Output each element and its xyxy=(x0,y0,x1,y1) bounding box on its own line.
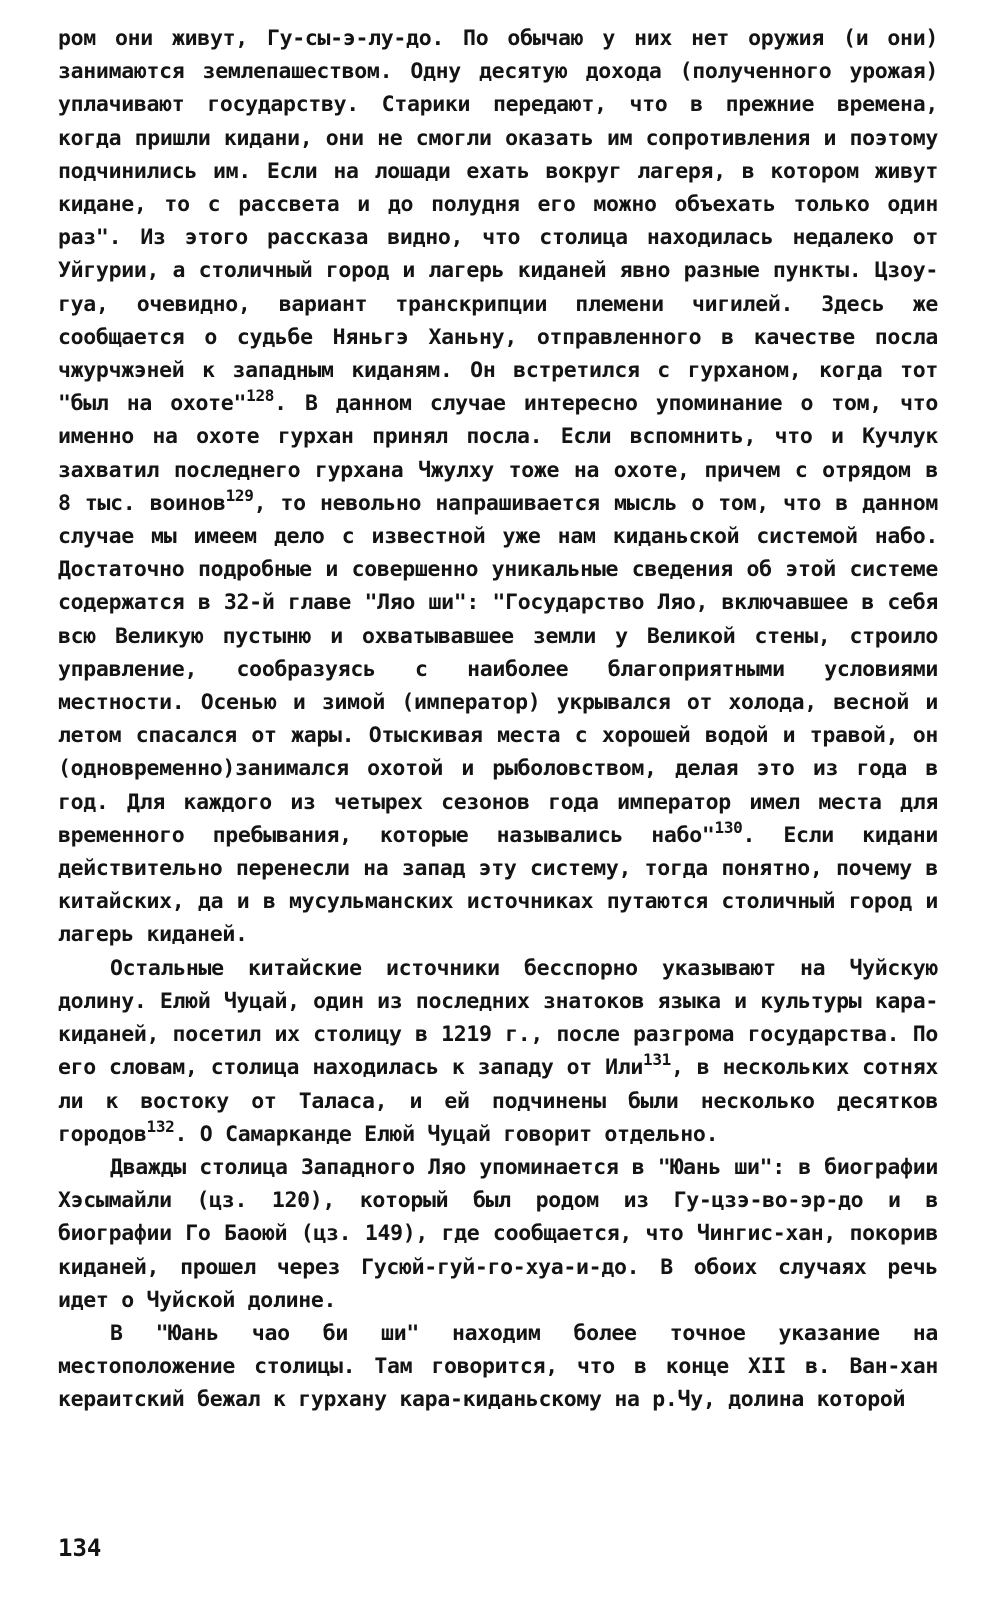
text-run: ром они живут, Гу-сы-э-лу-до. По обычаю у них нет оружия (и они) занимаются землепашеством. Одну десятую дохода (полученного урожая) уплачивают государству. Старики передают, что в прежние времена, когда пришли кидани, они не смогли оказать им сопротивления и поэтому подчинились им. Если на лошади ехать вокруг лагеря, в котором живут кидане, то с рассвета и до полудня его можно объехать только один раз". Из этого рассказа видно, что столица находилась недалеко от Уйгурии, а столичный город и лагерь киданей явно разные пункты. Цзоу-гуа, очевидно, вариант транскрипции племени чигилей. Здесь же сообщается о судьбе Няньгэ Ханьну, отправленного в качестве посла чжурчжэней к западным киданям. Он встретился с гурханом, когда тот "был на охоте" xyxy=(58,26,938,417)
text-run: . Если кидани действительно перенесли на запад эту систему, тогда понятно, почему в китайских, да и в мусульманских источниках путаются столичный город и лагерь киданей. xyxy=(58,822,939,948)
paragraph-4 xyxy=(58,1317,938,1417)
footnote-ref: 128 xyxy=(246,386,275,406)
text-run: Остальные китайские источники бесспорно указывают на Чуйскую долину. Елюй Чуцай, один из последних знатоков языка и культуры кара-киданей, посетил их столицу в 1219 г., после разгрома государства. По его словам, столица находилась к западу от Или xyxy=(58,955,938,1081)
page-number: 134 xyxy=(58,1534,102,1562)
body-text xyxy=(58,22,938,1417)
footnote-ref: 130 xyxy=(714,817,743,837)
text-run: , то невольно напрашивается мысль о том, что в данном случае мы имеем дело с известной уже нам киданьской системой набо. Достаточно подробные и совершенно уникальные сведения об этой системе содержатся в 32-й главе "Ляо ши": "Государство Ляо, включавшее в себя всю Великую пустыню и охватывавшее земли у Великой стены, строило управление, сообразуясь с наиболее благоприятными условиями местности. Осенью и зимой (император) укрывался от холода, весной и летом спасался от жары. Отыскивая места с хорошей водой и травой, он (одновременно)занимался охотой и рыболовством, делая это из года в год. Для каждого из четырех сезонов года император имел места для временного пребывания, которые назывались набо" xyxy=(58,490,939,848)
paragraph-1 xyxy=(58,22,938,952)
footnote-ref: 132 xyxy=(146,1116,175,1136)
text-run: В "Юань чао би ши" находим более точное указание на местоположение столицы. Там говорится, что в конце XII в. Ван-хан кераитский бежал к гурхану кара-киданьскому на р.Чу, долина которой xyxy=(58,1320,938,1413)
paragraph-2 xyxy=(58,952,938,1151)
text-run: Дважды столица Западного Ляо упоминается в "Юань ши": в биографии Хэсымайли (цз. 120), который был родом из Гу-цзэ-во-эр-до и в биографии Го Баоюй (цз. 149), где сообщается, что Чингис-хан, покорив киданей, прошел через Гусюй-гуй-го-хуа-и-до. В обоих случаях речь идет о Чуйской долине. xyxy=(58,1154,938,1313)
footnote-ref: 129 xyxy=(225,485,254,505)
text-run: . В данном случае интересно упоминание о том, что именно на охоте гурхан принял посла. Если вспомнить, что и Кучлук захватил последнего гурхана Чжулху тоже на охоте, причем с отрядом в 8 тыс. воинов xyxy=(58,391,938,516)
footnote-ref: 131 xyxy=(643,1050,672,1070)
text-run: , в нескольких сотнях ли к востоку от Таласа, и ей подчинены были несколько десятков городов xyxy=(58,1055,938,1147)
paragraph-3 xyxy=(58,1151,938,1317)
text-run: . О Самарканде Елюй Чуцай говорит отдельно. xyxy=(174,1121,719,1147)
